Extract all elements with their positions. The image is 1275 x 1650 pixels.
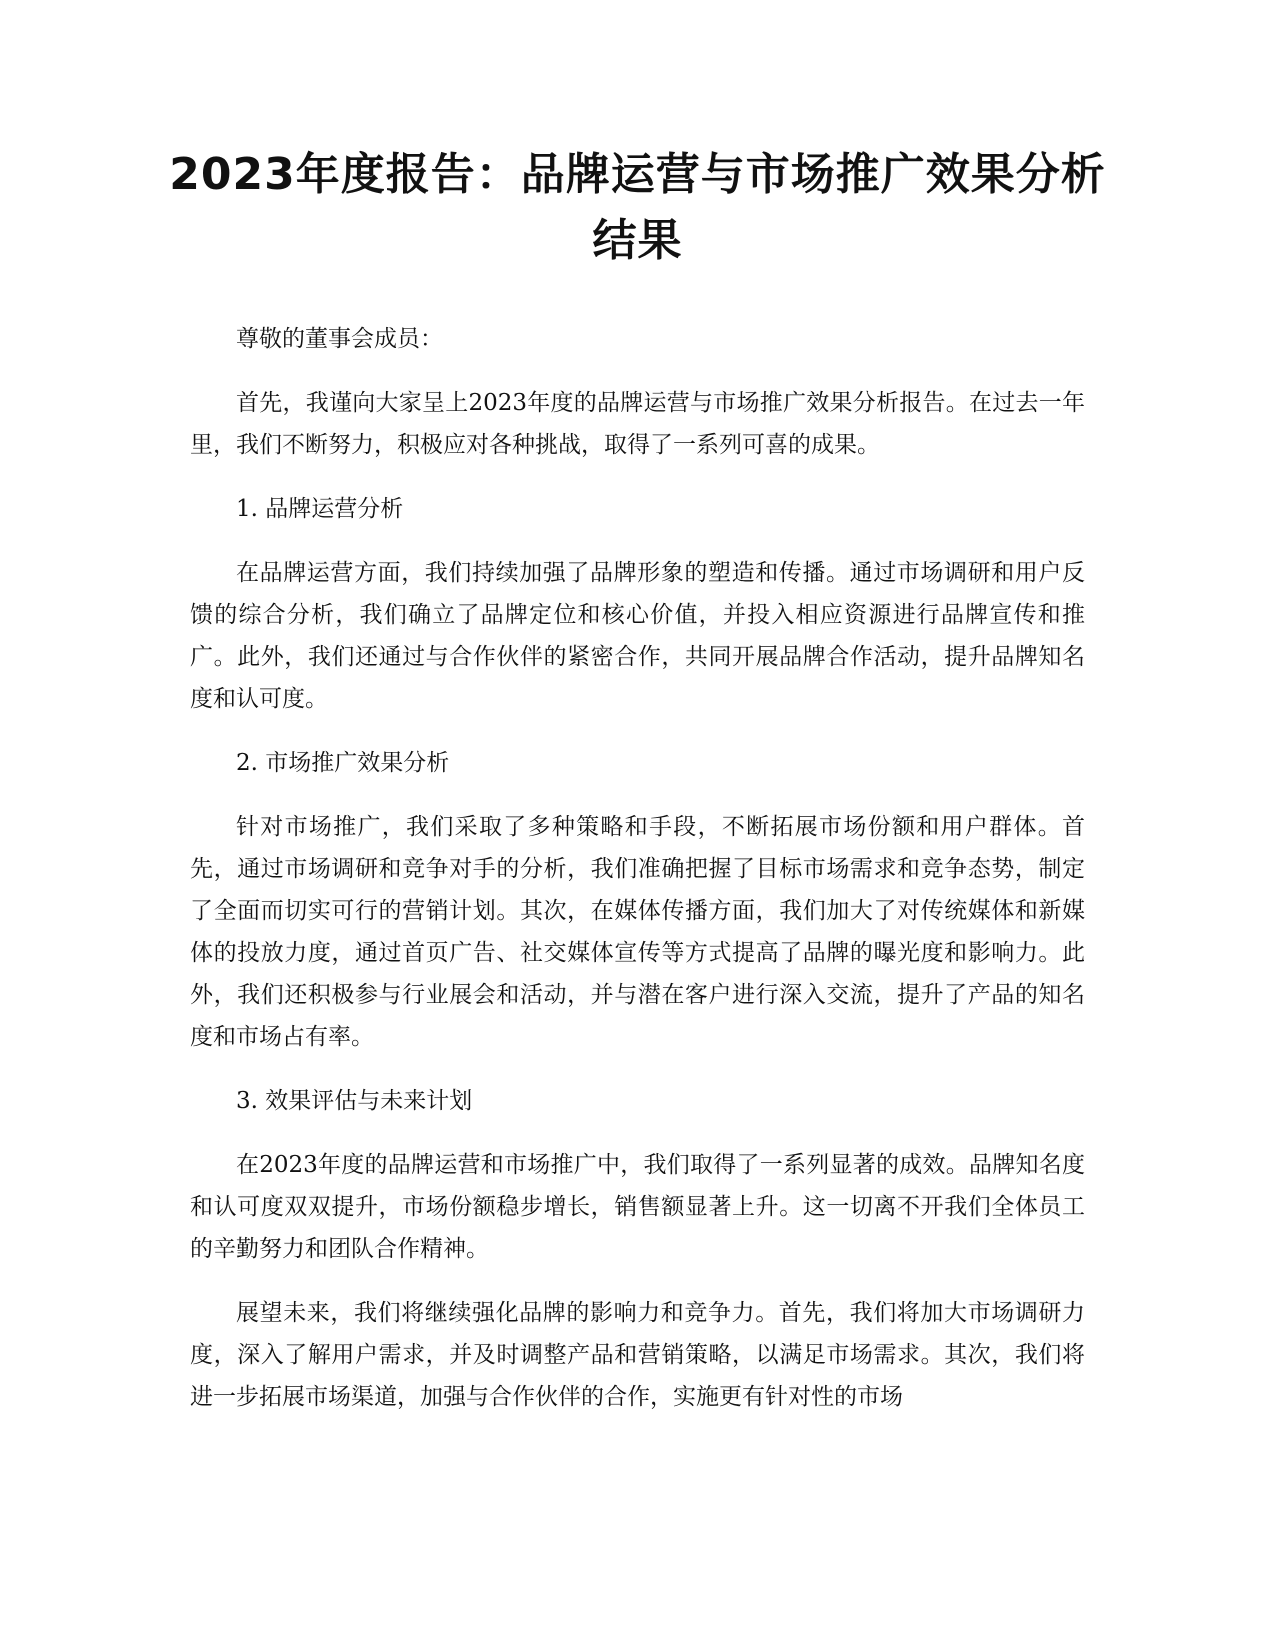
section-heading-marketing-effect: 2. 市场推广效果分析: [236, 750, 450, 776]
brand-operations-paragraph: 在品牌运营方面，我们持续加强了品牌形象的塑造和传播。通过市场调研和用户反馈的综合分析，我们确立了品牌定位和核心价值，并投入相应资源进行品牌宣传和推广。此外，我们还通过与合作伙伴的紧密合作，共同开展品牌合作活动，提升品牌知名度和认可度。: [190, 560, 1085, 712]
section-heading-brand-operations: 1. 品牌运营分析: [236, 496, 404, 522]
intro-paragraph: 首先，我谨向大家呈上2023年度的品牌运营与市场推广效果分析报告。在过去一年里，我们不断努力，积极应对各种挑战，取得了一系列可喜的成果。: [190, 390, 1085, 458]
evaluation-results-paragraph: 在2023年度的品牌运营和市场推广中，我们取得了一系列显著的成效。品牌知名度和认可度双双提升，市场份额稳步增长，销售额显著上升。这一切离不开我们全体员工的辛勤努力和团队合作精神。: [190, 1152, 1085, 1262]
section-heading-evaluation-plan: 3. 效果评估与未来计划: [236, 1088, 473, 1114]
future-plan-paragraph: 展望未来，我们将继续强化品牌的影响力和竞争力。首先，我们将加大市场调研力度，深入了解用户需求，并及时调整产品和营销策略，以满足市场需求。其次，我们将进一步拓展市场渠道，加强与合作伙伴的合作，实施更有针对性的市场: [190, 1300, 1085, 1410]
salutation: 尊敬的董事会成员：: [236, 326, 443, 352]
marketing-effect-paragraph: 针对市场推广，我们采取了多种策略和手段，不断拓展市场份额和用户群体。首先，通过市场调研和竞争对手的分析，我们准确把握了目标市场需求和竞争态势，制定了全面而切实可行的营销计划。其次，在媒体传播方面，我们加大了对传统媒体和新媒体的投放力度，通过首页广告、社交媒体宣传等方式提高了品牌的曝光度和影响力。此外，我们还积极参与行业展会和活动，并与潜在客户进行深入交流，提升了产品的知名度和市场占有率。: [190, 814, 1085, 1050]
document-title: 2023年度报告：品牌运营与市场推广效果分析结果: [169, 149, 1106, 266]
document-body: [190, 318, 1085, 1440]
